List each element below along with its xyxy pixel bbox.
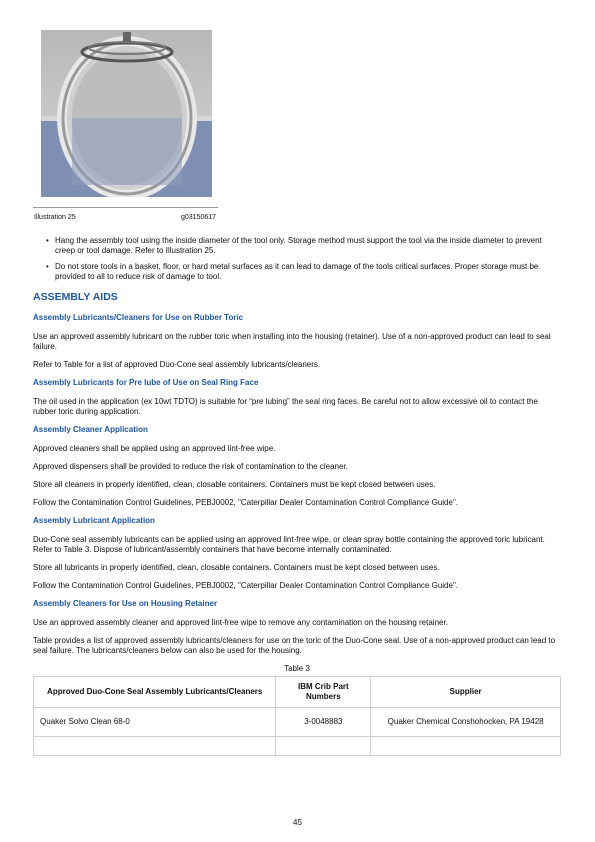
- illustration-photo: [41, 30, 212, 197]
- paragraph: Use an approved assembly lubricant on the rubber toric when installing into the housing (retainer). Use of a non-approved product can lead to seal failure.: [33, 332, 551, 351]
- paragraph: The oil used in the application (ex 10wt TDTO) is suitable for “pre lubing” the seal ring faces. Be careful not to allow excessive oil to contact the rubber toric during application.: [33, 397, 538, 416]
- paragraph: Store all lubricants in properly identified, clean, closable containers. Containers must be kept closed between uses.: [33, 563, 440, 572]
- subsection-title: Assembly Cleaner Application: [33, 425, 148, 434]
- storage-bullet-list: [33, 236, 561, 282]
- table-cell: Quaker Solvo Clean 68-0: [34, 708, 276, 737]
- table-cell: [371, 737, 561, 756]
- bullet-item: • Hang the assembly tool using the inside diameter of the tool only. Storage method must support the tool via the inside diameter to prevent creep or tool damage. Refer to Illustration 25.: [46, 236, 542, 255]
- illustration-id: g03150617: [181, 214, 217, 221]
- paragraph: Store all cleaners in properly identified, clean, closable containers. Containers must be kept closed between uses.: [33, 480, 436, 489]
- paragraph: Approved cleaners shall be applied using an approved lint-free wipe.: [33, 444, 276, 453]
- subsection-title: Assembly Lubricants/Cleaners for Use on Rubber Toric: [33, 313, 244, 322]
- bullet-icon: •: [46, 262, 49, 271]
- table-row: [34, 737, 561, 756]
- page-number: 45: [293, 818, 302, 827]
- paragraph: Follow the Contamination Control Guidelines, PEBJ0002, "Caterpillar Dealer Contamination Control Compliance Guide".: [33, 581, 459, 590]
- illustration-label: Illustration 25: [34, 214, 76, 221]
- paragraph: Table provides a list of approved assembly lubricants/cleaners for use on the toric of the Duo-Cone seal. Use of a non-approved product can lead to seal failure. The lubricants/cleaners below can also be used for the housing.: [33, 636, 556, 655]
- table-title: Table 3: [284, 664, 310, 673]
- paragraph: Duo-Cone seal assembly lubricants can be applied using an approved lint-free wipe, or clean spray bottle containing the approved toric lubricant. Refer to Table 3. Dispose of lubricant/assembly containers that have become internally contaminated.: [33, 535, 545, 554]
- subsection-title: Assembly Lubricants for Pre lube of Use on Seal Ring Face: [33, 378, 259, 387]
- table-header-row: [34, 677, 561, 708]
- lubricants-table: [33, 676, 561, 756]
- paragraph: Refer to Table for a list of approved Duo-Cone seal assembly lubricants/cleaners.: [33, 360, 321, 369]
- subsection-title: Assembly Cleaners for Use on Housing Retainer: [33, 599, 218, 608]
- document-body: [33, 236, 561, 756]
- table-header-cell: Approved Duo-Cone Seal Assembly Lubricants/Cleaners: [34, 677, 276, 708]
- caption-rule: [33, 207, 218, 208]
- subsection-title: Assembly Lubricant Application: [33, 516, 155, 525]
- bullet-item: • Do not store tools in a basket, floor, or hard metal surfaces as it can lead to damage of the tools critical surfaces. Proper storage must be provided to all to reduce risk of damage to tool.: [46, 262, 539, 281]
- section-title: ASSEMBLY AIDS: [33, 291, 118, 303]
- paragraph: Approved dispensers shall be provided to reduce the risk of contamination to the cleaner.: [33, 462, 348, 471]
- paragraph: Follow the Contamination Control Guidelines, PEBJ0002, "Caterpillar Dealer Contamination Control Compliance Guide".: [33, 498, 459, 507]
- paragraph: Use an approved assembly cleaner and approved lint-free wipe to remove any contamination on the housing retainer.: [33, 618, 448, 627]
- table-cell: [34, 737, 276, 756]
- bullet-icon: •: [46, 236, 49, 245]
- table-cell: 3-0048883: [276, 708, 371, 737]
- table-header-cell: Supplier: [371, 677, 561, 708]
- ring-tool-image: [41, 30, 212, 197]
- table-cell: Quaker Chemical Conshohocken, PA 19428: [371, 708, 561, 737]
- table-header-cell: IBM Crib Part Numbers: [276, 677, 371, 708]
- table-cell: [276, 737, 371, 756]
- table-row: [34, 708, 561, 737]
